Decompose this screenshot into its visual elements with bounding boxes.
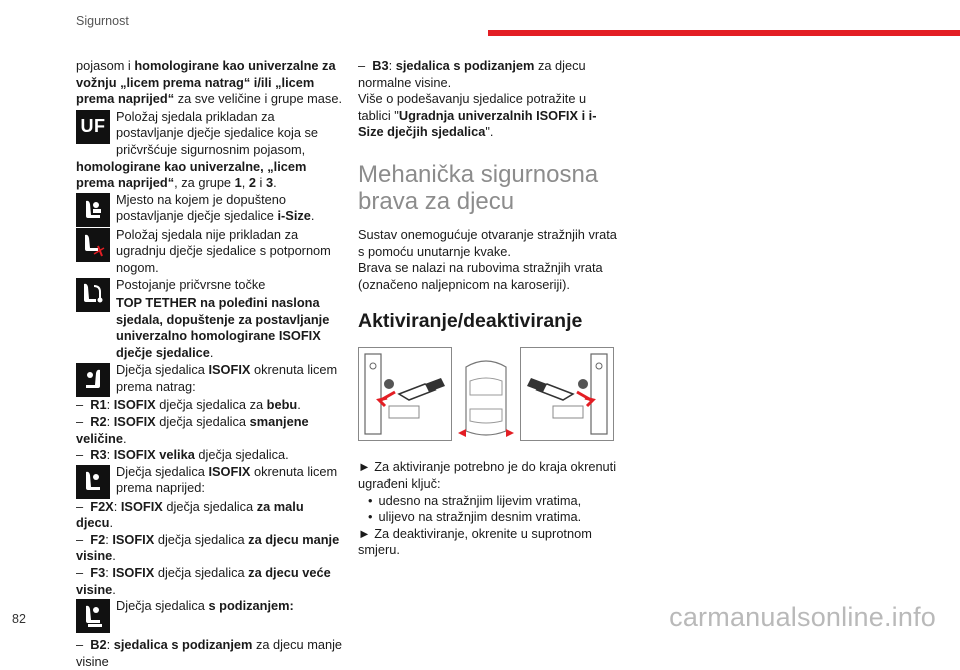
rearward-item-r3: – R3: ISOFIX velika dječja sjedalica. [76,447,289,463]
booster-item-b3: – B3: sjedalica s podizanjem za djecu normalne visine. [358,58,586,90]
deactivate-instruction: ► Za deaktiviranje, okrenite u suprotnom smjeru. [358,525,592,558]
left-door-lock-panel [358,347,452,441]
no-support-leg-text: Položaj sjedala nije prikladan za ugradnju dječje sjedalice s potpornom nogom. [116,226,331,275]
booster-entry [76,598,344,633]
booster-item-b2: – B2: sjedalica s podizanjem za djecu manje visine [76,637,343,669]
forward-item-f2x: – F2X: ISOFIX dječja sjedalica za malu djecu. [76,498,304,531]
rearward-seat-icon [76,363,110,397]
booster-seat-icon [76,599,110,633]
forward-item-f2: – F2: ISOFIX dječja sjedalica za djecu manje visine. [76,531,340,564]
rearward-item-r2: – R2: ISOFIX dječja sjedalica smanjene veličine. [76,413,309,446]
rearward-text: Dječja sjedalica ISOFIX okrenuta licem prema natrag: [116,362,338,394]
forward-item-f3: – F3: ISOFIX dječja sjedalica za djecu veće visine. [76,565,331,597]
uf-text-start: Položaj sjedala prikladan za postavljanje dječje sjedalice koja se pričvršćuje sigurnosnim pojasom, [116,108,319,157]
description-2: Brava se nalazi na rubovima stražnjih vrata (označeno naljepnicom na karoseriji). [358,260,603,292]
isize-seat-icon [76,193,110,227]
page-number: 82 [12,612,26,626]
section-header: Sigurnost [76,14,129,28]
forward-seat-icon [76,465,110,499]
no-support-leg-entry [76,227,344,277]
isize-text: Mjesto na kojem je dopušteno postavljanje dječje sjedalice i-Size. [116,191,315,224]
top-tether-text-start: Postojanje pričvrsne točke [116,276,266,292]
top-tether-text-rest: TOP TETHER na poleđini naslona sjedala, dopuštenje za postavljanje univerzalno homologirane ISOFIX dječje sjedalice. [116,294,330,360]
uf-text-rest: homologirane kao univerzalne, „licem prema naprijed“, za grupe 1, 2 i 3. [76,158,307,191]
subsection-heading: Aktiviranje/deaktiviranje [358,310,583,333]
accent-bar [488,30,960,36]
car-top-view-icon [456,357,516,441]
child-lock-illustration [358,347,620,441]
list-item: • udesno na stražnjim lijevim vratima, [368,493,620,510]
watermark: carmanualsonline.info [669,602,936,632]
top-tether-icon [76,278,110,312]
forward-text: Dječja sjedalica ISOFIX okrenuta licem prema naprijed: [116,463,338,496]
left-column [76,58,344,670]
list-item: • ulijevo na stražnjim desnim vratima. [368,509,620,526]
section-heading: Mehanička sigurnosna brava za djecu [358,160,599,215]
description-1: Sustav onemogućuje otvaranje stražnjih vrata s pomoću unutarnje kvake. [358,226,617,259]
rearward-item-r1: – R1: ISOFIX dječja sjedalica za bebu. [76,397,301,413]
booster-text: Dječja sjedalica s podizanjem: [116,598,294,614]
more-info-paragraph: Više o podešavanju sjedalice potražite u tablici "Ugradnja univerzalnih ISOFIX i i-Size dječjih sjedalica". [358,91,597,140]
rearward-entry [76,362,344,397]
door-list [358,493,620,526]
uf-icon: UF [76,110,110,144]
intro-paragraph: pojasom i homologirane kao univerzalne za vožnju „licem prema natrag“ i/ili „licem prema naprijed“ za sve veličine i grupe mase. [76,58,342,107]
support-leg-forbidden-icon [76,228,110,262]
right-column [358,58,620,559]
right-door-lock-panel [520,347,614,441]
isize-entry [76,192,344,227]
uf-entry [76,109,344,159]
activate-instruction: ► Za aktiviranje potrebno je do kraja okrenuti ugrađeni ključ: [358,459,617,491]
forward-entry [76,464,344,499]
